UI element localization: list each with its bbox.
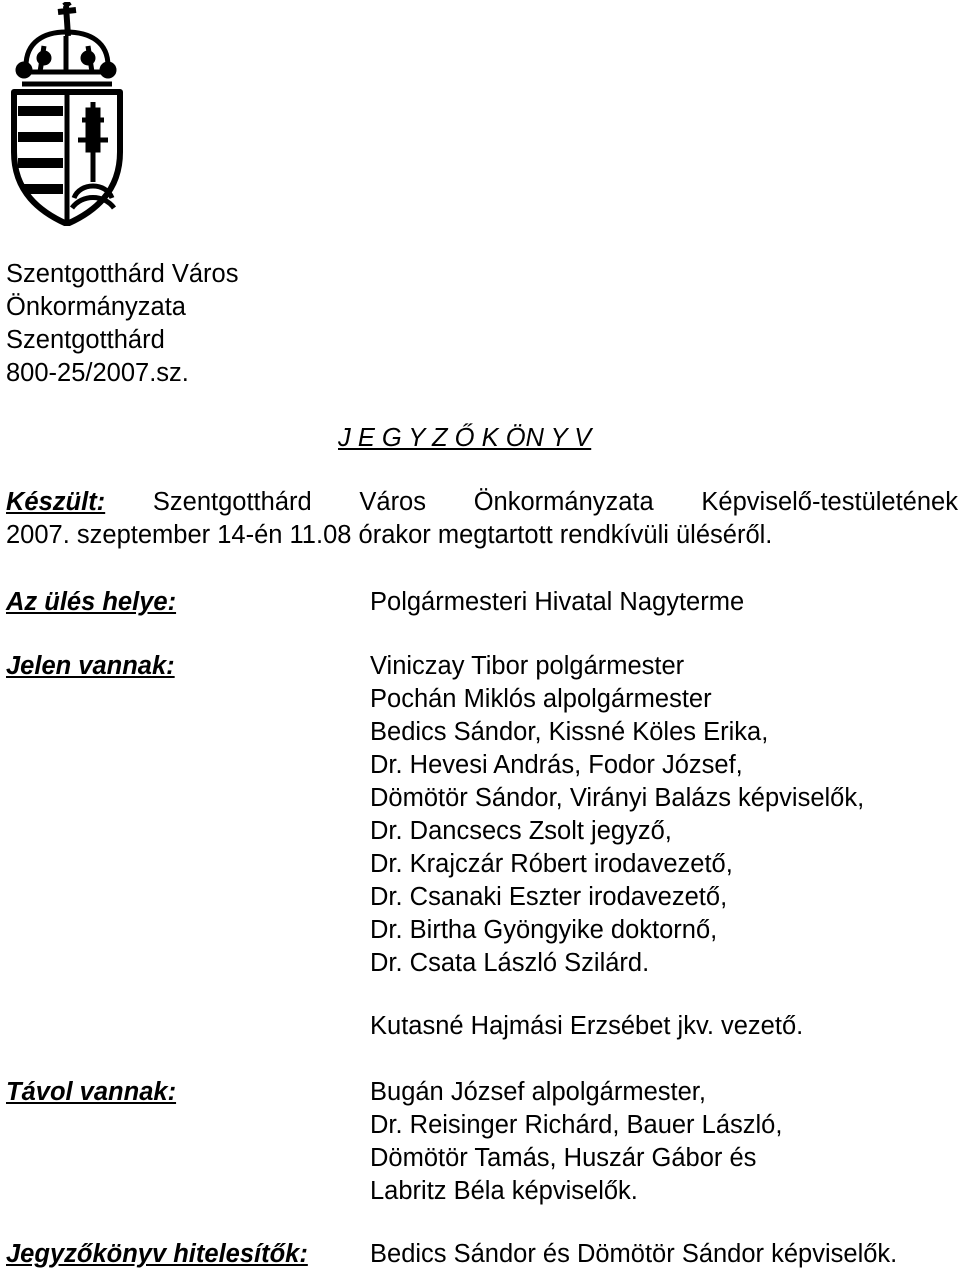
list-item: Pochán Miklós alpolgármester xyxy=(370,685,712,713)
intro-word: Képviselő-testületének xyxy=(701,488,958,516)
issuer-line: Önkormányzata xyxy=(6,293,186,321)
venue-value: Polgármesteri Hivatal Nagyterme xyxy=(370,588,745,616)
intro-word: Önkormányzata xyxy=(473,488,654,516)
list-item: Labritz Béla képviselők. xyxy=(370,1177,638,1205)
list-item: Dr. Hevesi András, Fodor József, xyxy=(370,751,743,779)
list-item: Bedics Sándor, Kissné Köles Erika, xyxy=(370,718,769,746)
list-item: Dr. Csanaki Eszter irodavezető, xyxy=(370,883,728,911)
hungarian-coat-of-arms-icon xyxy=(4,2,128,226)
recorder-line: Kutasné Hajmási Erzsébet jkv. vezető. xyxy=(370,1012,804,1040)
made-label: Készült: xyxy=(6,488,106,516)
venue-label: Az ülés helye: xyxy=(6,588,177,616)
list-item: Dömötör Sándor, Virányi Balázs képviselők, xyxy=(370,784,865,812)
intro-paragraph xyxy=(6,486,958,552)
list-item: Dr. Dancsecs Zsolt jegyző, xyxy=(370,817,672,845)
issuer-line: Szentgotthárd Város xyxy=(6,260,239,288)
reference-number: 800-25/2007.sz. xyxy=(6,359,189,387)
document-title: J E G Y Z Ő K ÖN Y V xyxy=(338,424,592,452)
list-item: Dr. Reisinger Richárd, Bauer László, xyxy=(370,1111,783,1139)
intro-word: Szentgotthárd xyxy=(152,488,312,516)
present-list xyxy=(370,650,864,980)
list-item: Dr. Krajczár Róbert irodavezető, xyxy=(370,850,733,878)
list-item: Bugán József alpolgármester, xyxy=(370,1078,706,1106)
absent-list xyxy=(370,1076,782,1208)
authenticators-value: Bedics Sándor és Dömötör Sándor képviselők. xyxy=(370,1240,898,1268)
list-item: Dr. Birtha Gyöngyike doktornő, xyxy=(370,916,718,944)
intro-word: Város xyxy=(359,488,426,516)
list-item: Dömötör Tamás, Huszár Gábor és xyxy=(370,1144,757,1172)
issuer-line: Szentgotthárd xyxy=(6,326,165,354)
authenticators-label: Jegyzőkönyv hitelesítők: xyxy=(6,1240,308,1268)
absent-label: Távol vannak: xyxy=(6,1078,177,1106)
intro-line-2: 2007. szeptember 14-én 11.08 órakor megtartott rendkívüli üléséről. xyxy=(6,521,773,549)
present-label: Jelen vannak: xyxy=(6,652,175,680)
intro-line-1 xyxy=(6,486,958,519)
list-item: Dr. Csata László Szilárd. xyxy=(370,949,650,977)
list-item: Viniczay Tibor polgármester xyxy=(370,652,685,680)
issuer-block xyxy=(6,258,238,390)
